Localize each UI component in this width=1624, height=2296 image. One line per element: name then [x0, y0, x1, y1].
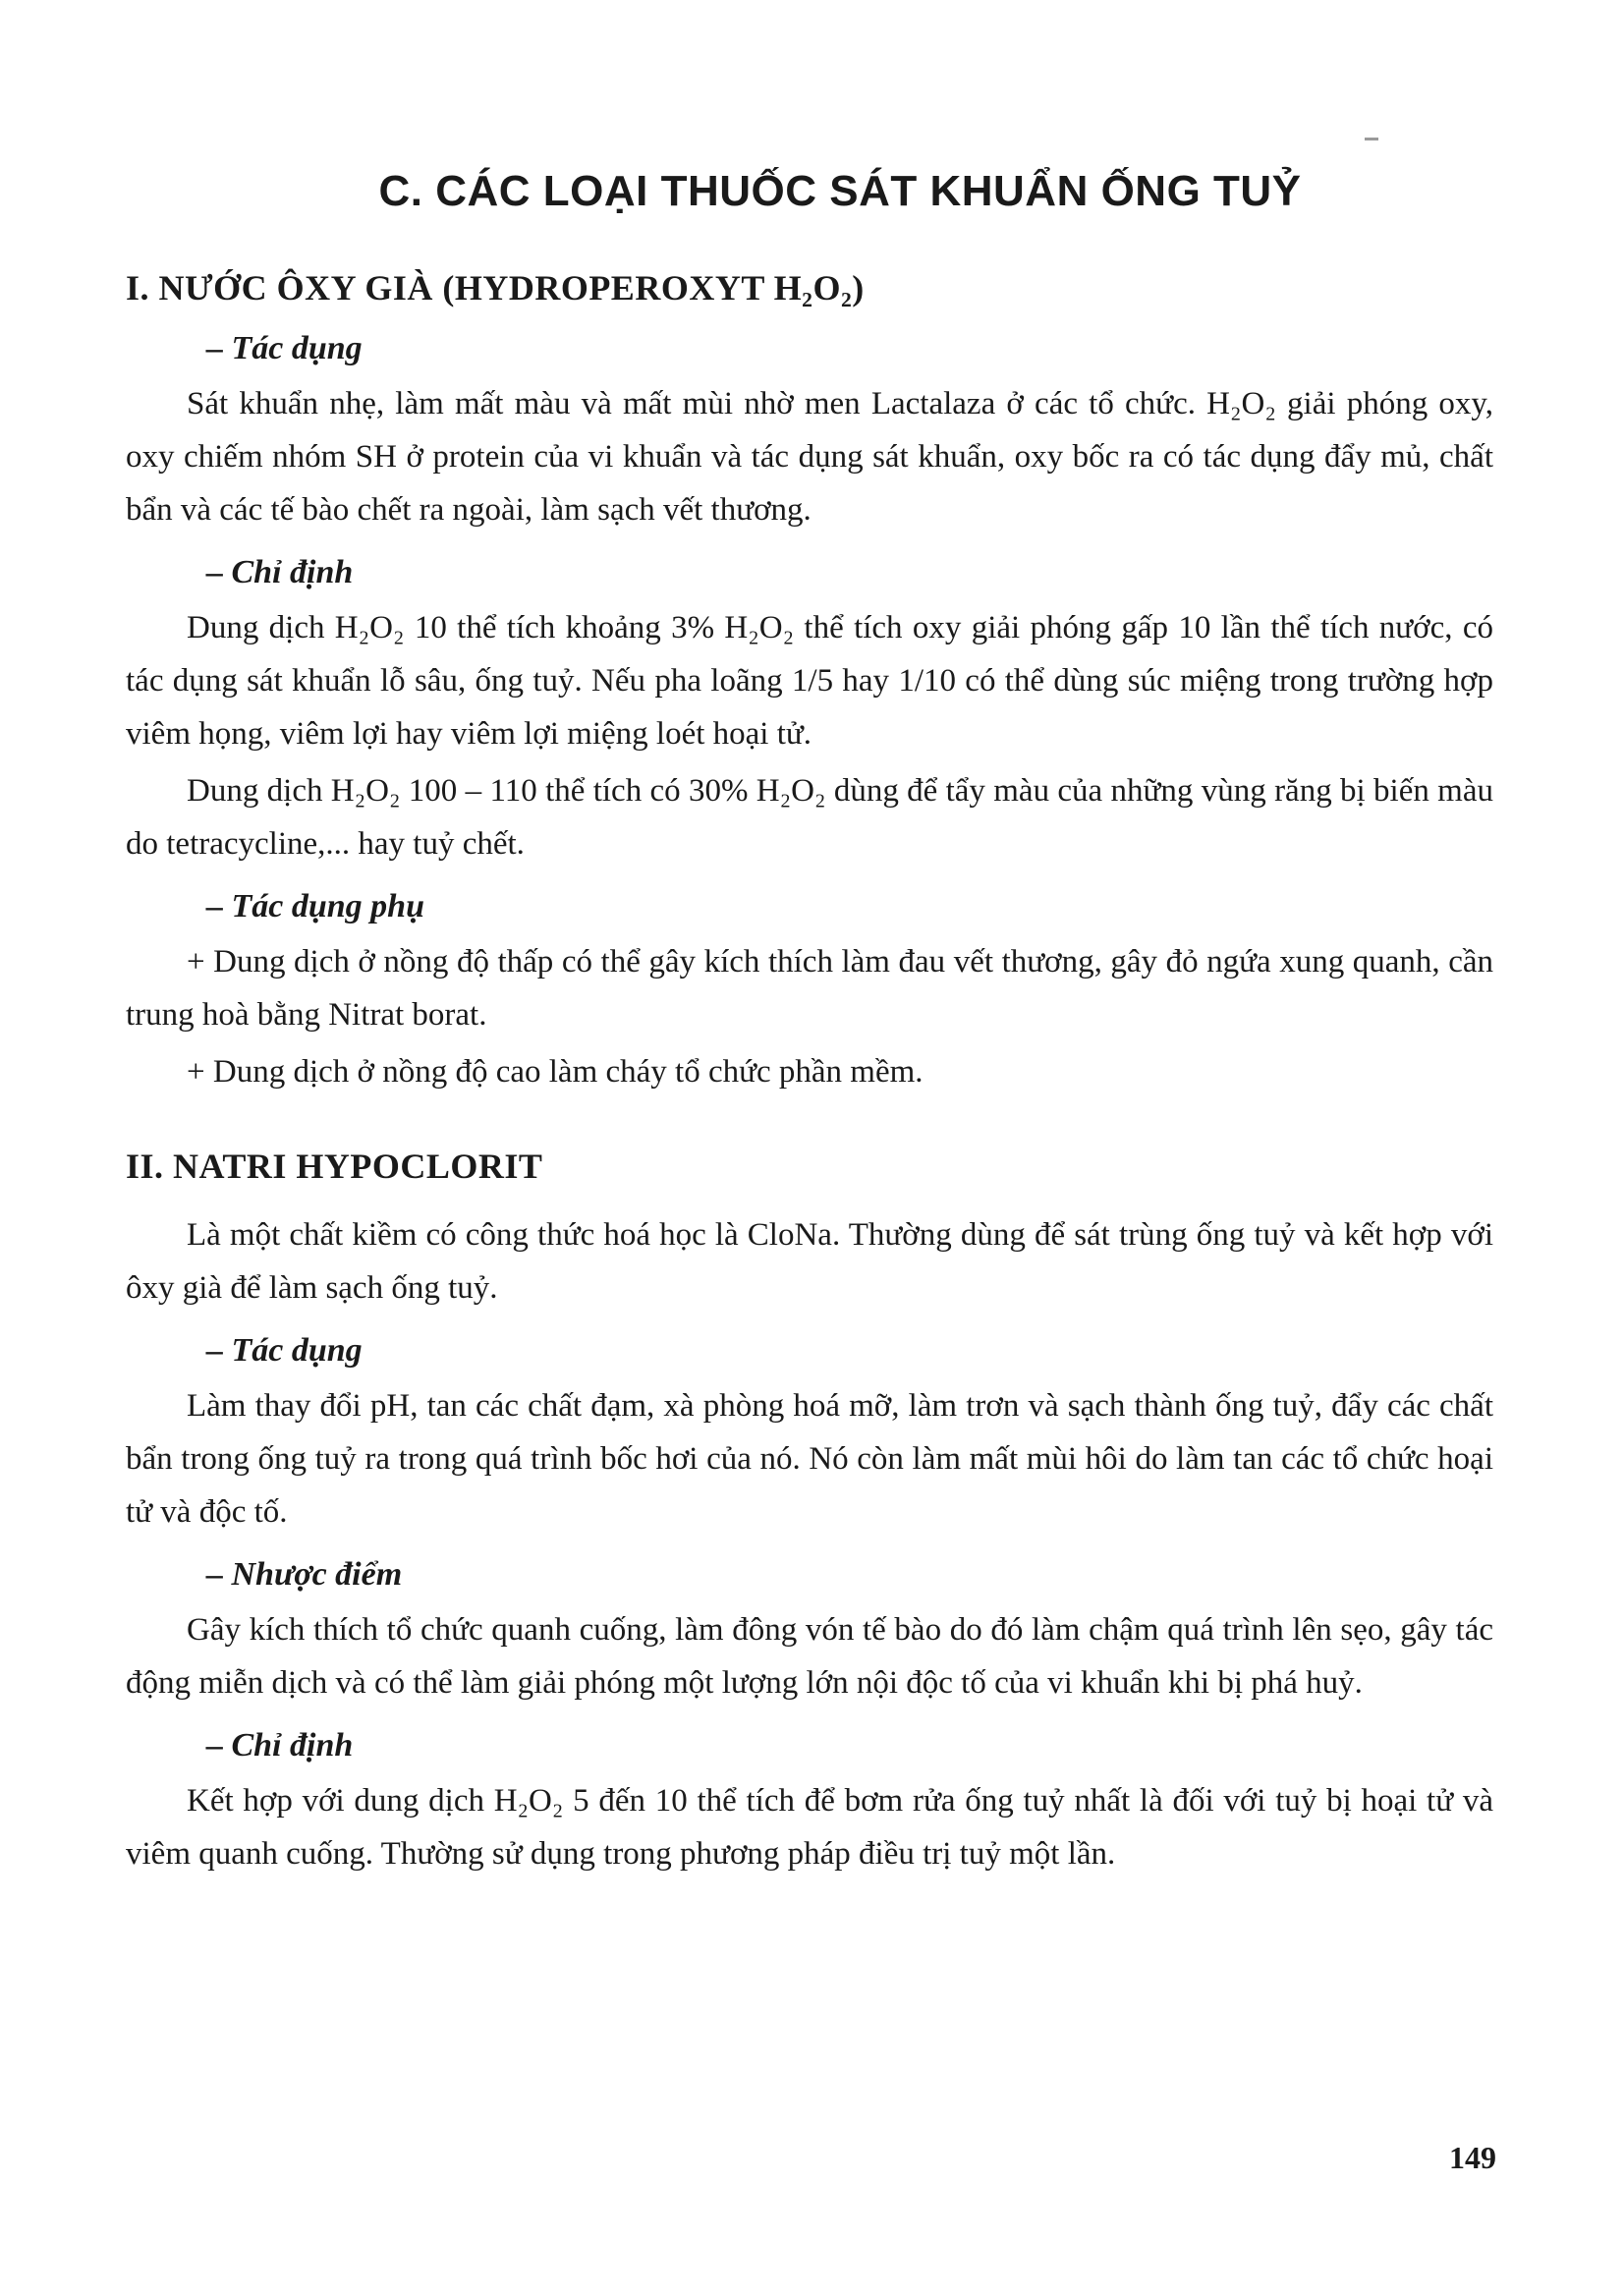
paragraph-3: Dung dịch H₂O₂ 100 – 110 thể tích có 30% H₂O₂ dùng để tẩy màu của những vùng răng bị biến màu do tetracycline,... hay tuỷ chết. — [126, 773, 1493, 862]
bullet-1: + Dung dịch ở nồng độ thấp có thể gây kích thích làm đau vết thương, gây đỏ ngứa xung quanh, cần trung hoà bằng Nitrat borat. — [126, 944, 1493, 1033]
subhead-chi-dinh-1: – Chỉ định — [206, 554, 354, 590]
subhead-chi-dinh-2: – Chỉ định — [206, 1727, 354, 1764]
bullet-2: + Dung dịch ở nồng độ cao làm cháy tổ chức phần mềm. — [187, 1054, 924, 1090]
subhead-tac-dung-phu: – Tác dụng phụ — [206, 888, 424, 924]
paragraph-7: Kết hợp với dung dịch H₂O₂ 5 đến 10 thể tích để bơm rửa ống tuỷ nhất là đối với tuỷ bị hoại tử và viêm quanh cuống. Thường sử dụng trong phương pháp điều trị tuỷ một lần. — [126, 1783, 1493, 1872]
subhead-nhuoc-diem: – Nhược điểm — [206, 1556, 403, 1593]
subhead-tac-dung-2: – Tác dụng — [206, 1332, 363, 1369]
document-page — [126, 167, 1493, 1884]
paragraph-6: Gây kích thích tổ chức quanh cuống, làm đông vón tế bào do đó làm chậm quá trình lên sẹo, gây tác động miễn dịch và có thể làm giải phóng một lượng lớn nội độc tố của vi khuẩn khi bị phá huỷ. — [126, 1612, 1493, 1701]
paragraph-5: Làm thay đổi pH, tan các chất đạm, xà phòng hoá mỡ, làm trơn và sạch thành ống tuỷ, đẩy các chất bẩn trong ống tuỷ ra trong quá trình bốc hơi của nó. Nó còn làm mất mùi hôi do làm tan các tổ chức hoại tử và độc tố. — [126, 1388, 1493, 1530]
section-title-2: II. NATRI HYPOCLORIT — [126, 1147, 543, 1186]
paragraph-2: Dung dịch H₂O₂ 10 thể tích khoảng 3% H₂O₂ thể tích oxy giải phóng gấp 10 lần thể tích nước, có tác dụng sát khuẩn lỗ sâu, ống tuỷ. Nếu pha loãng 1/5 hay 1/10 có thể dùng súc miệng trong trường hợp viêm họng, viêm lợi hay viêm lợi miệng loét hoại tử. — [126, 610, 1493, 752]
section-title-1: I. NƯỚC ÔXY GIÀ (HYDROPEROXYT H₂O₂) — [126, 268, 865, 308]
subhead-tac-dung-1: – Tác dụng — [206, 330, 363, 366]
chapter-title: C. CÁC LOẠI THUỐC SÁT KHUẨN ỐNG TUỶ — [378, 167, 1302, 215]
page-number: 149 — [1449, 2140, 1496, 2175]
scan-mark — [1365, 138, 1378, 140]
paragraph-4: Là một chất kiềm có công thức hoá học là CloNa. Thường dùng để sát trùng ống tuỷ và kết hợp với ôxy già để làm sạch ống tuỷ. — [126, 1217, 1493, 1306]
paragraph-1: Sát khuẩn nhẹ, làm mất màu và mất mùi nhờ men Lactalaza ở các tổ chức. H₂O₂ giải phóng oxy, oxy chiếm nhóm SH ở protein của vi khuẩn và tác dụng sát khuẩn, oxy bốc ra có tác dụng đẩy mủ, chất bẩn và các tế bào chết ra ngoài, làm sạch vết thương. — [126, 386, 1493, 528]
